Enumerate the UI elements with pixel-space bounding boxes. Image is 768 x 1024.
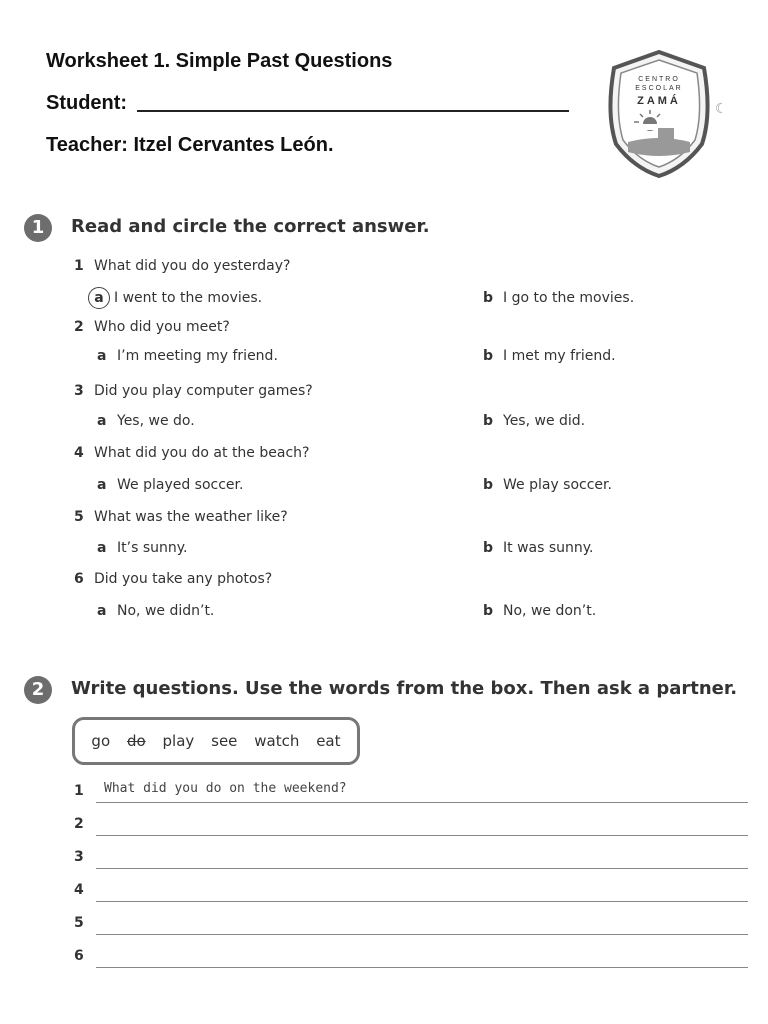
option-letter: a bbox=[97, 477, 107, 493]
student-name-field[interactable] bbox=[137, 110, 569, 112]
question-4 bbox=[74, 445, 309, 461]
question-number: 6 bbox=[74, 571, 84, 587]
question-6 bbox=[74, 571, 272, 587]
question-3 bbox=[74, 383, 313, 399]
option-text: It was sunny. bbox=[503, 540, 594, 556]
option-text: No, we don’t. bbox=[503, 603, 597, 619]
word-go: go bbox=[91, 732, 111, 750]
question-number: 2 bbox=[74, 319, 84, 335]
question-1 bbox=[74, 258, 290, 274]
word-box bbox=[72, 717, 360, 765]
write-line-2[interactable] bbox=[74, 814, 748, 836]
word-do-crossed: do bbox=[126, 732, 146, 750]
line-number: 1 bbox=[74, 783, 84, 799]
option-letter: b bbox=[483, 290, 494, 306]
write-line-6[interactable] bbox=[74, 946, 748, 968]
written-answer: What did you do on the weekend? bbox=[104, 781, 347, 796]
option-text: We played soccer. bbox=[117, 477, 244, 493]
option-text: It’s sunny. bbox=[117, 540, 188, 556]
section2-badge: 2 bbox=[24, 676, 52, 704]
question-5 bbox=[74, 509, 288, 525]
option-5b[interactable] bbox=[483, 540, 594, 556]
option-2a[interactable] bbox=[97, 348, 278, 364]
question-text: Did you play computer games? bbox=[94, 383, 313, 399]
option-text: We play soccer. bbox=[503, 477, 612, 493]
option-text: Yes, we did. bbox=[503, 413, 586, 429]
question-number: 1 bbox=[74, 258, 84, 274]
question-number: 5 bbox=[74, 509, 84, 525]
option-letter: a bbox=[97, 413, 107, 429]
option-letter: a bbox=[97, 540, 107, 556]
option-6a[interactable] bbox=[97, 603, 214, 619]
line-number: 6 bbox=[74, 948, 84, 964]
option-letter: a bbox=[97, 348, 107, 364]
moon-icon: ☾ bbox=[715, 101, 728, 117]
word-watch: watch bbox=[254, 732, 300, 750]
option-letter: b bbox=[483, 348, 494, 364]
section1-title: Read and circle the correct answer. bbox=[71, 216, 430, 237]
logo-line2: ESCOLAR bbox=[635, 85, 683, 92]
question-number: 4 bbox=[74, 445, 84, 461]
section1-badge: 1 bbox=[24, 214, 52, 242]
word-see: see bbox=[211, 732, 238, 750]
option-text: I went to the movies. bbox=[114, 290, 263, 306]
write-line-1[interactable] bbox=[74, 781, 748, 803]
option-3b[interactable] bbox=[483, 413, 585, 429]
word-eat: eat bbox=[316, 732, 341, 750]
line-number: 2 bbox=[74, 816, 84, 832]
question-2 bbox=[74, 319, 230, 335]
question-text: What did you do at the beach? bbox=[94, 445, 310, 461]
option-5a[interactable] bbox=[97, 540, 187, 556]
option-text: Yes, we do. bbox=[117, 413, 195, 429]
school-logo bbox=[604, 48, 714, 180]
option-letter: b bbox=[483, 477, 494, 493]
section2-title: Write questions. Use the words from the box. Then ask a partner. bbox=[71, 678, 738, 699]
question-text: What was the weather like? bbox=[94, 509, 288, 525]
option-letter: a bbox=[97, 603, 107, 619]
option-4b[interactable] bbox=[483, 477, 612, 493]
logo-line3: ZAMÁ bbox=[637, 95, 681, 107]
write-line-5[interactable] bbox=[74, 913, 748, 935]
question-number: 3 bbox=[74, 383, 84, 399]
option-text: No, we didn’t. bbox=[117, 603, 215, 619]
question-text: Did you take any photos? bbox=[94, 571, 273, 587]
write-line-4[interactable] bbox=[74, 880, 748, 902]
option-3a[interactable] bbox=[97, 413, 195, 429]
option-letter: b bbox=[483, 413, 494, 429]
line-number: 5 bbox=[74, 915, 84, 931]
question-text: Who did you meet? bbox=[94, 319, 230, 335]
option-text: I’m meeting my friend. bbox=[117, 348, 278, 364]
option-letter: b bbox=[483, 603, 494, 619]
logo-line1: CENTRO bbox=[638, 76, 680, 83]
option-text: I go to the movies. bbox=[503, 290, 635, 306]
student-label: Student: bbox=[46, 92, 128, 114]
option-4a[interactable] bbox=[97, 477, 243, 493]
write-line-3[interactable] bbox=[74, 847, 748, 869]
teacher-label: Teacher: Itzel Cervantes León. bbox=[46, 134, 334, 156]
option-letter: b bbox=[483, 540, 494, 556]
option-1a[interactable] bbox=[90, 287, 262, 309]
word-play: play bbox=[162, 732, 195, 750]
worksheet-title: Worksheet 1. Simple Past Questions bbox=[46, 50, 393, 72]
option-1b[interactable] bbox=[483, 290, 634, 306]
option-2b[interactable] bbox=[483, 348, 616, 364]
option-6b[interactable] bbox=[483, 603, 596, 619]
question-text: What did you do yesterday? bbox=[94, 258, 291, 274]
circled-letter-a: a bbox=[88, 287, 110, 309]
option-text: I met my friend. bbox=[503, 348, 616, 364]
line-number: 3 bbox=[74, 849, 84, 865]
line-number: 4 bbox=[74, 882, 84, 898]
